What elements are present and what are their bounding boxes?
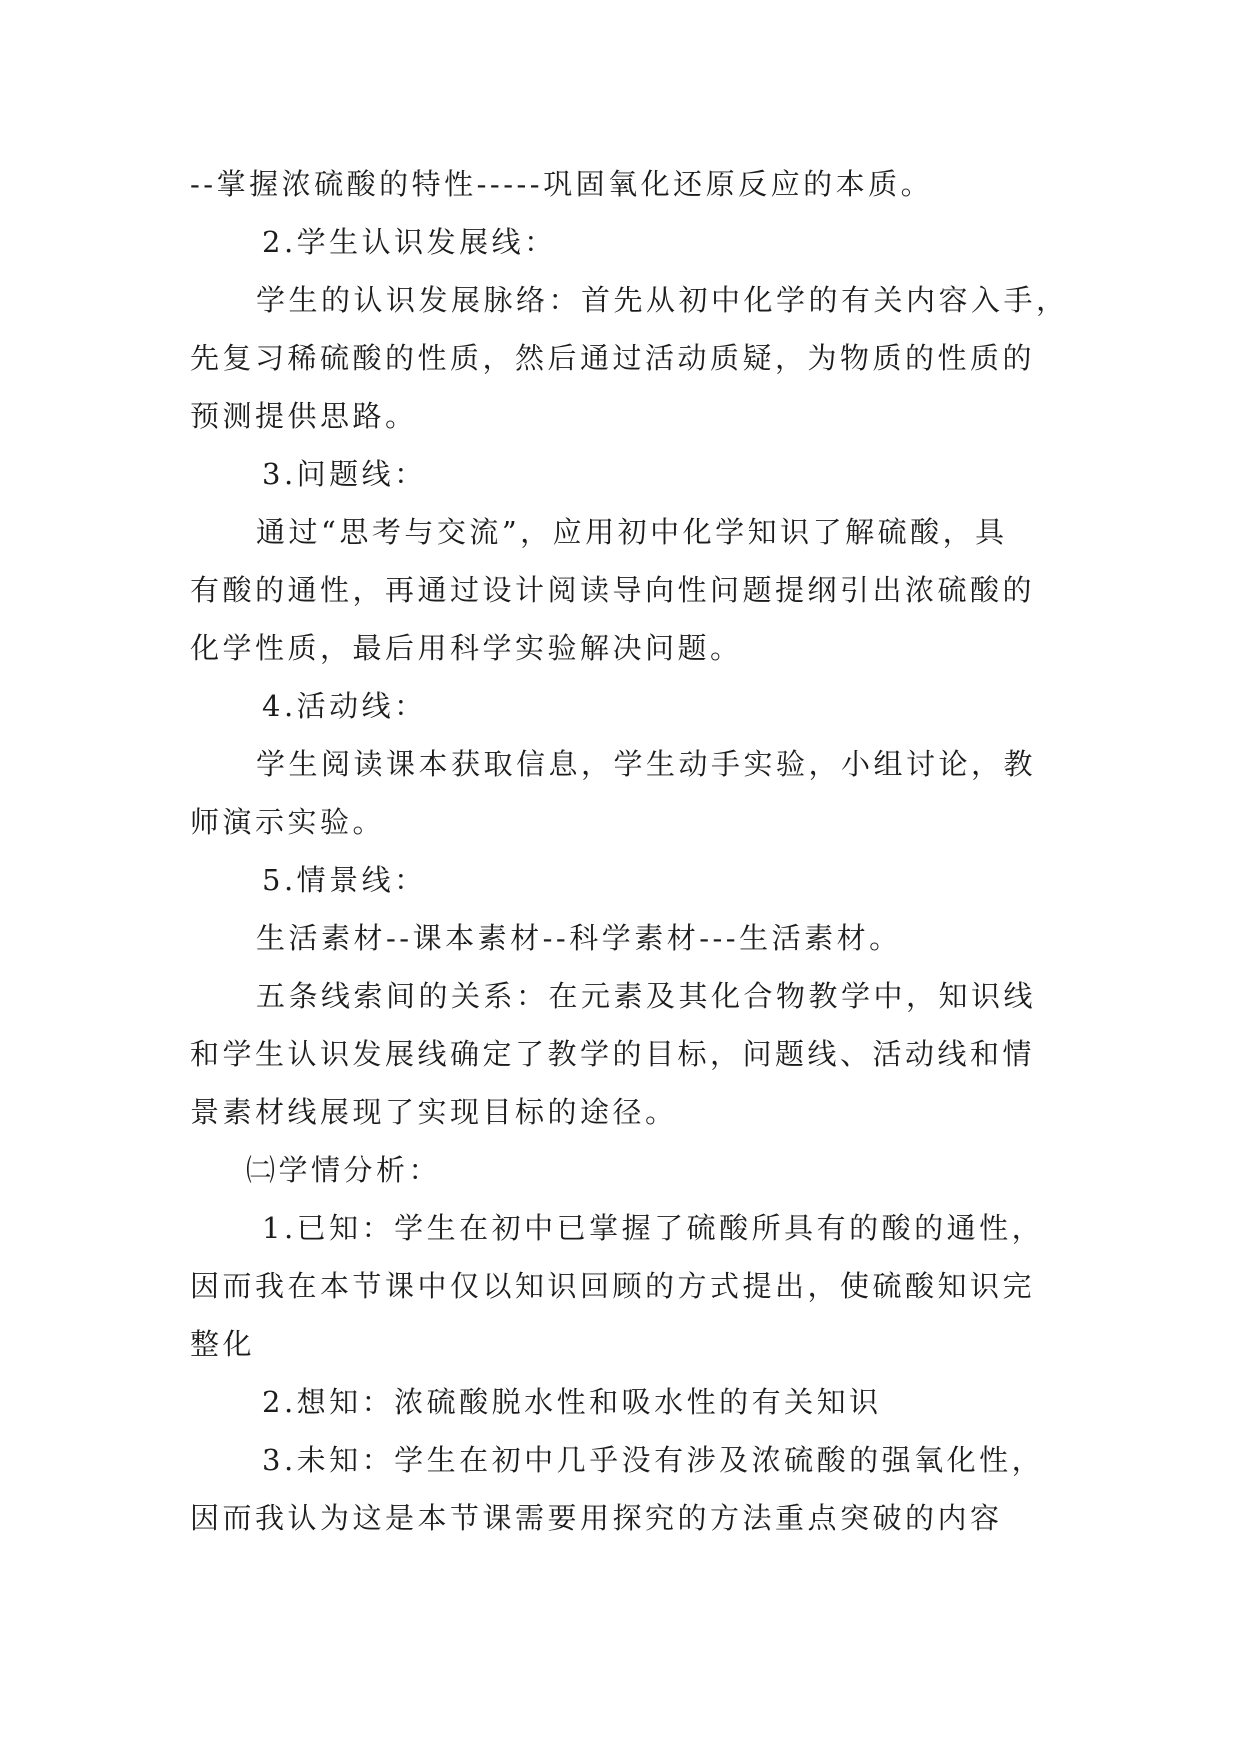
text-line: 因而我在本节课中仅以知识回顾的方式提出，使硫酸知识完	[190, 1269, 1036, 1303]
heading-learning-analysis: ㈡学情分析：	[246, 1153, 442, 1187]
text-line: 学生的认识发展脉络：首先从初中化学的有关内容入手，	[256, 283, 1069, 317]
text-line: 师演示实验。	[190, 805, 386, 839]
heading-problem-line: 3.问题线：	[262, 457, 427, 491]
text-line: --掌握浓硫酸的特性-----巩固氧化还原反应的本质。	[190, 167, 934, 201]
heading-student-development-line: 2.学生认识发展线：	[262, 225, 557, 259]
text-line: 学生阅读课本获取信息，学生动手实验，小组讨论，教	[256, 747, 1037, 781]
text-line: 因而我认为这是本节课需要用探究的方法重点突破的内容	[190, 1501, 1003, 1535]
text-line: 生活素材--课本素材--科学素材---生活素材。	[256, 921, 902, 955]
text-line: 通过“思考与交流”，应用初中化学知识了解硫酸，具	[256, 515, 1008, 549]
text-line: 景素材线展现了实现目标的途径。	[190, 1095, 678, 1129]
text-line: 和学生认识发展线确定了教学的目标，问题线、活动线和情	[190, 1037, 1036, 1071]
text-line: 3.未知：学生在初中几乎没有涉及浓硫酸的强氧化性，	[262, 1443, 1045, 1477]
text-line: 2.想知：浓硫酸脱水性和吸水性的有关知识	[262, 1385, 882, 1419]
text-line: 预测提供思路。	[190, 399, 418, 433]
text-line: 五条线索间的关系：在元素及其化合物教学中，知识线	[256, 979, 1037, 1013]
text-line: 先复习稀硫酸的性质，然后通过活动质疑，为物质的性质的	[190, 341, 1036, 375]
heading-scenario-line: 5.情景线：	[262, 863, 427, 897]
text-line: 整化	[190, 1327, 256, 1361]
text-line: 化学性质，最后用科学实验解决问题。	[190, 631, 743, 665]
text-line: 1.已知：学生在初中已掌握了硫酸所具有的酸的通性，	[262, 1211, 1045, 1245]
heading-activity-line: 4.活动线：	[262, 689, 427, 723]
text-line: 有酸的通性，再通过设计阅读导向性问题提纲引出浓硫酸的	[190, 573, 1036, 607]
